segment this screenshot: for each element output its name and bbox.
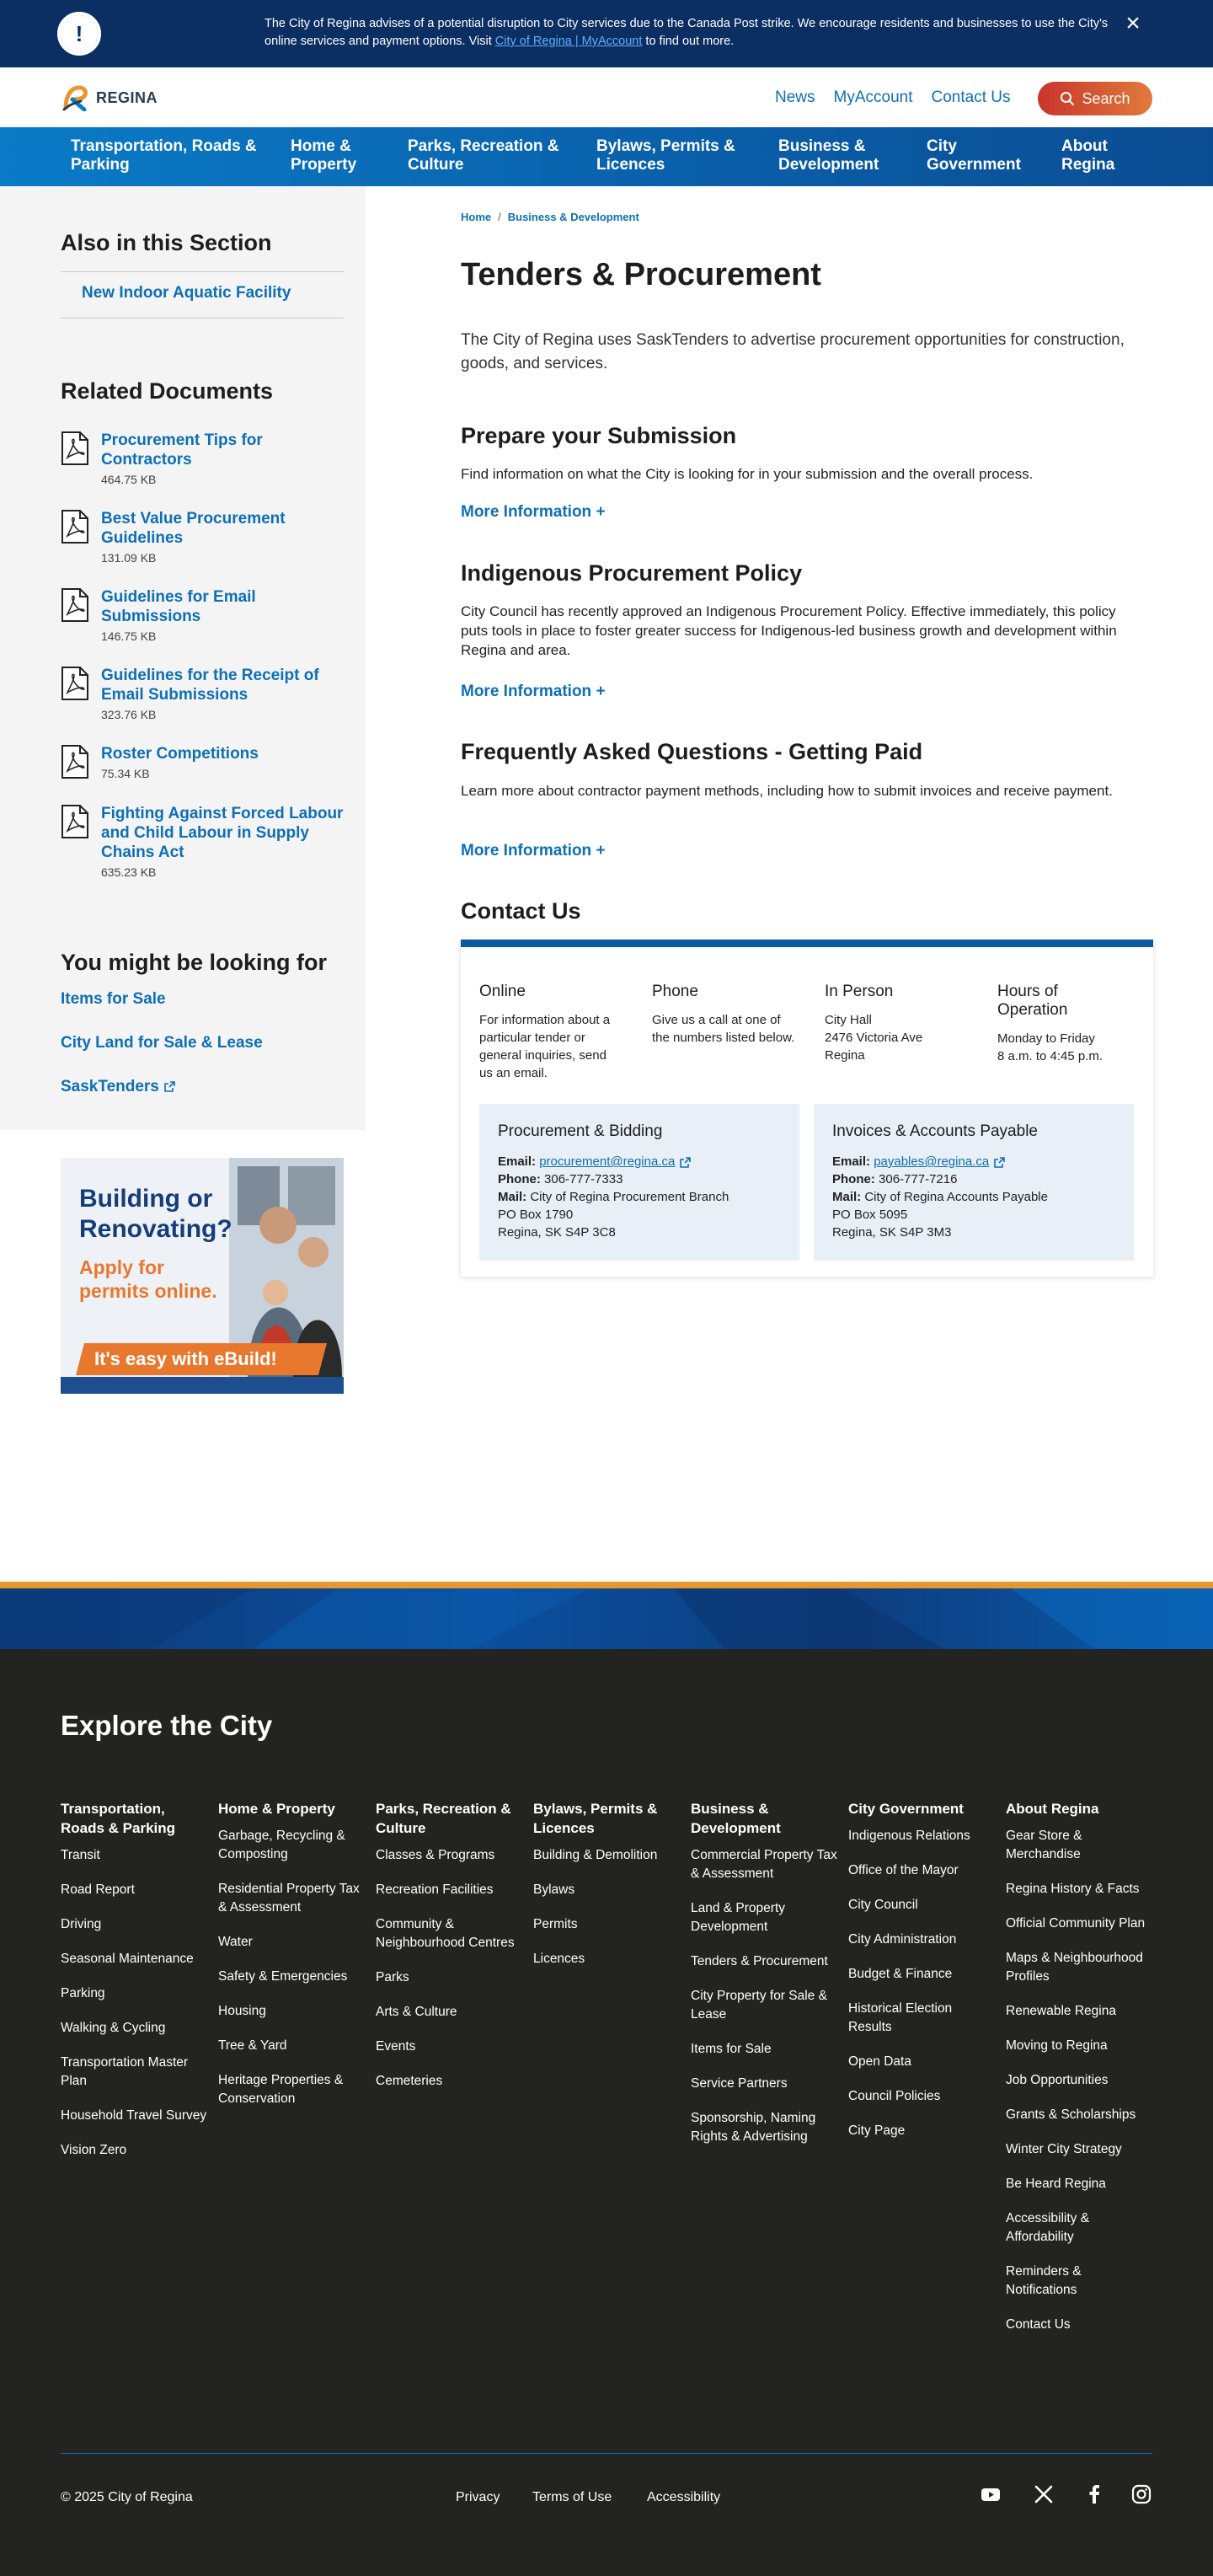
breadcrumb: Home / Business & Development [461,211,639,223]
footer-link[interactable]: Job Opportunities [1006,2073,1109,2087]
nav-city-government[interactable]: City Government [927,137,1021,174]
util-news-link[interactable]: News [775,88,815,106]
footer-link[interactable]: Seasonal Maintenance [61,1952,194,1966]
footer-link[interactable]: Community & Neighbourhood Centres [376,1917,515,1950]
footer-link[interactable]: Garbage, Recycling & Composting [218,1829,345,1861]
footer-link[interactable]: Gear Store & Merchandise [1006,1829,1082,1861]
footer-link[interactable]: City Page [848,2123,906,2138]
invoices-payable-box: Invoices & Accounts Payable Email: payables@regina.ca Phone: 306-777-7216 Mail: City of Regina Accounts Payable PO Box 5095 Regina, SK S4P 3M3 [814,1104,1134,1261]
document-item[interactable] [61,587,347,646]
document-size: 146.75 KB [101,629,157,643]
footer-link[interactable]: City Administration [848,1932,957,1947]
footer-divider [61,2453,1152,2454]
site-header [0,67,1213,127]
footer-link[interactable]: Accessibility & Affordability [1006,2211,1090,2244]
section-heading: Prepare your Submission [461,423,737,448]
promo-line4: permits online. [79,1280,217,1302]
external-link-icon [680,1157,691,1168]
promo-cta: It's easy with eBuild! [94,1348,277,1369]
footer-link[interactable]: Road Report [61,1882,135,1897]
footer-link[interactable]: Sponsorship, Naming Rights & Advertising [691,2111,816,2144]
footer-link[interactable]: Land & Property Development [691,1901,786,1934]
footer-link[interactable]: Renewable Regina [1006,2004,1116,2018]
more-info-button[interactable]: More Information + [461,842,606,860]
contact-phone: Phone Give us a call at one of the numbers listed below. [652,983,795,1045]
pdf-icon [61,587,89,623]
ebuild-promo-image [61,1158,344,1394]
footer-link[interactable]: Open Data [848,2054,911,2069]
document-item[interactable] [61,666,347,725]
nav-parks-recreation[interactable]: Parks, Recreation & Culture [408,137,559,174]
related-documents-heading: Related Documents [61,378,274,404]
promo-line1: Building or [79,1185,213,1213]
footer-link[interactable]: Items for Sale [691,2042,772,2056]
accessibility-link[interactable]: Accessibility [647,2490,721,2504]
payables-email-link[interactable]: payables@regina.ca [874,1154,990,1169]
document-link[interactable]: Fighting Against Forced Labour and Child Labour in Supply Chains Act [101,805,344,861]
sidebar [0,186,366,1130]
footer-link[interactable]: Water [218,1935,253,1949]
footer-link[interactable]: Tree & Yard [218,2038,287,2053]
items-for-sale-link[interactable]: Items for Sale [61,990,166,1008]
regina-logo[interactable] [61,84,158,111]
footer-link[interactable]: Safety & Emergencies [218,1969,348,1984]
footer-link[interactable]: Maps & Neighbourhood Profiles [1006,1951,1143,1984]
footer-link[interactable]: Historical Election Results [848,2001,953,2034]
alert-myaccount-link[interactable]: City of Regina | MyAccount [494,35,643,48]
footer-link[interactable]: Transit [61,1848,100,1862]
footer-link[interactable]: Official Community Plan [1006,1916,1146,1931]
footer-link[interactable]: Indigenous Relations [848,1829,970,1843]
footer-column: Transportation, Roads & Parking Transit Road Report Driving Seasonal Maintenance Parking Walking & Cycling Transportation Master Plan Household Travel Survey Vision Zero [61,1799,211,2176]
footer-link[interactable]: Arts & Culture [376,2005,457,2019]
contact-in-person: In Person City Hall 2476 Victoria Ave Regina [825,983,923,1063]
footer-link[interactable]: Permits [533,1917,578,1931]
alert-message: The City of Regina advises of a potential disruption to City services due to the Canada Post strike. We encourage residents and businesses to use the City's online services and payment options. Visit City of Regina | MyAccount to find out more. [265,17,1109,48]
section-text: Learn more about contractor payment methods, including how to submit invoices and receive payment. [461,783,1113,799]
also-in-section-list [61,271,344,319]
section-text: City Council has recently approved an Indigenous Procurement Policy. Effective immediately, this policy puts tools in place to foster greater success for Indigenous-led business growth and development within Regina and area. [461,603,1117,658]
section-heading: Indigenous Procurement Policy [461,560,803,586]
looking-for-heading: You might be looking for [61,950,327,975]
nav-bylaws-permits[interactable]: Bylaws, Permits & Licences [596,137,735,174]
nav-business-development[interactable]: Business & Development [778,137,879,174]
document-link[interactable]: Procurement Tips for Contractors [101,431,263,469]
x-icon[interactable] [1033,2483,1055,2505]
footer-link[interactable]: Residential Property Tax & Assessment [218,1882,360,1915]
footer-link[interactable]: Events [376,2039,416,2054]
document-link[interactable]: Roster Competitions [101,745,259,763]
nav-transportation[interactable]: Transportation, Roads & Parking [71,137,257,174]
promo-line3: Apply for [79,1256,164,1278]
pdf-icon [61,804,89,839]
footer-link[interactable]: Be Heard Regina [1006,2177,1106,2191]
nav-about-regina[interactable]: About Regina [1061,137,1115,174]
footer-link[interactable]: Grants & Scholarships [1006,2107,1136,2122]
pdf-icon [61,666,89,701]
more-info-button[interactable]: More Information + [461,503,606,521]
section-heading: Frequently Asked Questions - Getting Paid [461,739,923,764]
document-size: 635.23 KB [101,865,157,879]
contact-heading: Contact Us [461,898,581,924]
document-item[interactable] [61,431,347,490]
footer-link[interactable]: Cemeteries [376,2074,443,2088]
external-link-icon [994,1157,1005,1168]
footer-link[interactable]: Service Partners [691,2076,788,2091]
utility-nav [775,86,1029,110]
footer-column: Parks, Recreation & Culture Classes & Programs Recreation Facilities Community & Neighbourhood Centres Parks Arts & Culture Events Cemeteries [376,1799,526,2107]
footer-column: About Regina Gear Store & Merchandise Regina History & Facts Official Community Plan Maps & Neighbourhood Profiles Renewable Regina Moving to Regina Job Opportunities Grants & Scholarships Winter City Strategy Be Heard Regina Accessibility & Affordability Reminders & Notifications Contact Us [1006,1799,1152,2350]
more-info-button[interactable]: More Information + [461,683,606,700]
main-nav [0,127,1213,186]
facebook-icon[interactable] [1083,2483,1105,2505]
nav-home-property[interactable]: Home & Property [291,137,357,174]
close-icon[interactable]: × [1125,9,1141,37]
footer-link[interactable]: City Property for Sale & Lease [691,1989,827,2022]
copyright: © 2025 City of Regina [61,2490,193,2504]
footer-link[interactable]: City Council [848,1898,918,1912]
alert-icon: ! [57,12,101,56]
contact-card [461,940,1153,1277]
search-icon [1060,91,1075,106]
footer-link[interactable]: Parks [376,1970,409,1984]
footer-link[interactable]: Heritage Properties & Conservation [218,2073,344,2106]
footer-link[interactable]: Walking & Cycling [61,2021,166,2035]
footer-link[interactable]: Moving to Regina [1006,2038,1108,2053]
breadcrumb-business-development[interactable]: Business & Development [507,211,639,223]
external-link-icon [164,1081,175,1092]
document-size: 323.76 KB [101,708,157,721]
logo-text: REGINA [96,88,158,106]
page-title: Tenders & Procurement [461,257,821,292]
sasktenders-link[interactable]: SaskTenders [61,1078,175,1096]
footer-link[interactable]: Reminders & Notifications [1006,2264,1082,2297]
privacy-link[interactable]: Privacy [456,2490,500,2504]
pdf-icon [61,744,89,779]
page-intro: The City of Regina uses SaskTenders to advertise procurement opportunities for construction, goods, and services. [461,331,1125,372]
regina-logo-icon [61,84,93,111]
document-item[interactable] [61,509,347,568]
footer-link[interactable]: Classes & Programs [376,1848,495,1862]
footer-link[interactable]: Office of the Mayor [848,1863,959,1877]
document-size: 131.09 KB [101,551,157,565]
instagram-icon[interactable] [1130,2483,1152,2505]
youtube-icon[interactable] [980,2483,1002,2505]
util-myaccount-link[interactable]: MyAccount [833,88,913,106]
document-size: 75.34 KB [101,767,150,780]
document-item[interactable] [61,744,347,786]
footer-column: City Government Indigenous Relations Office of the Mayor City Council City Administration Budget & Finance Historical Election Results Open Data Council Policies City Page [848,1799,998,2156]
footer-link[interactable]: Budget & Finance [848,1967,953,1981]
pdf-icon [61,509,89,544]
procurement-email-link[interactable]: procurement@regina.ca [539,1154,676,1169]
footer-band-pattern [0,1588,1213,1649]
procurement-bidding-box: Procurement & Bidding Email: procurement@regina.ca Phone: 306-777-7333 Mail: City of Regina Procurement Branch PO Box 1790 Regina, SK S4P 3C8 [479,1104,799,1261]
breadcrumb-home[interactable]: Home [461,211,492,223]
footer-title: Explore the City [61,1710,273,1741]
alert-banner [0,0,1213,67]
document-item[interactable] [61,804,347,884]
footer-link[interactable]: Tenders & Procurement [691,1954,828,1968]
footer-link[interactable]: Bylaws [533,1882,575,1897]
document-link[interactable]: Guidelines for Email Submissions [101,588,256,625]
document-size: 464.75 KB [101,473,157,486]
contact-hours: Hours of Operation Monday to Friday 8 a.m. to 4:45 p.m. [997,983,1103,1063]
footer-column: Home & Property Garbage, Recycling & Composting Residential Property Tax & Assessment Water Safety & Emergencies Housing Tree & Yard Heritage Properties & Conservation [218,1799,368,2124]
footer-link[interactable]: Commercial Property Tax & Assessment [691,1848,837,1881]
footer-link[interactable]: Driving [61,1917,102,1931]
footer-column: Bylaws, Permits & Licences Building & Demolition Bylaws Permits Licences [533,1799,683,1984]
footer-column: Business & Development Commercial Property Tax & Assessment Land & Property Development Tenders & Procurement City Property for Sale & Lease Items for Sale Service Partners Sponsorship, Naming Rights & Advertising [691,1799,841,2162]
footer-link[interactable]: Building & Demolition [533,1848,658,1862]
also-in-section-heading: Also in this Section [61,230,272,255]
footer-decorative-band [0,1582,1213,1649]
pdf-icon [61,431,89,466]
section-text: Find information on what the City is looking for in your submission and the overall process. [461,466,1034,482]
aquatic-facility-link[interactable]: New Indoor Aquatic Facility [82,284,291,302]
footer-link[interactable]: Recreation Facilities [376,1882,494,1897]
footer-link[interactable]: Transportation Master Plan [61,2055,189,2088]
site-footer [0,1649,1213,2576]
promo-line2: Renovating? [79,1215,232,1243]
document-link[interactable]: Best Value Procurement Guidelines [101,510,286,547]
terms-link[interactable]: Terms of Use [532,2490,612,2504]
city-land-link[interactable]: City Land for Sale & Lease [61,1034,263,1052]
footer-link[interactable]: Regina History & Facts [1006,1882,1140,1896]
footer-link[interactable]: Contact Us [1006,2317,1071,2332]
footer-link[interactable]: Winter City Strategy [1006,2142,1122,2156]
footer-link[interactable]: Household Travel Survey [61,2108,207,2123]
footer-link[interactable]: Council Policies [848,2089,941,2103]
search-button[interactable]: Search [1038,82,1152,115]
util-contact-link[interactable]: Contact Us [931,88,1011,106]
document-link[interactable]: Guidelines for the Receipt of Email Submissions [101,667,319,704]
footer-link[interactable]: Licences [533,1952,585,1966]
ebuild-promo-banner[interactable] [61,1158,344,1394]
footer-link[interactable]: Vision Zero [61,2143,127,2157]
contact-online: Online For information about a particular tender or general inquiries, send us an email. [479,983,611,1080]
footer-link[interactable]: Housing [218,2004,266,2018]
footer-link[interactable]: Parking [61,1986,105,2000]
